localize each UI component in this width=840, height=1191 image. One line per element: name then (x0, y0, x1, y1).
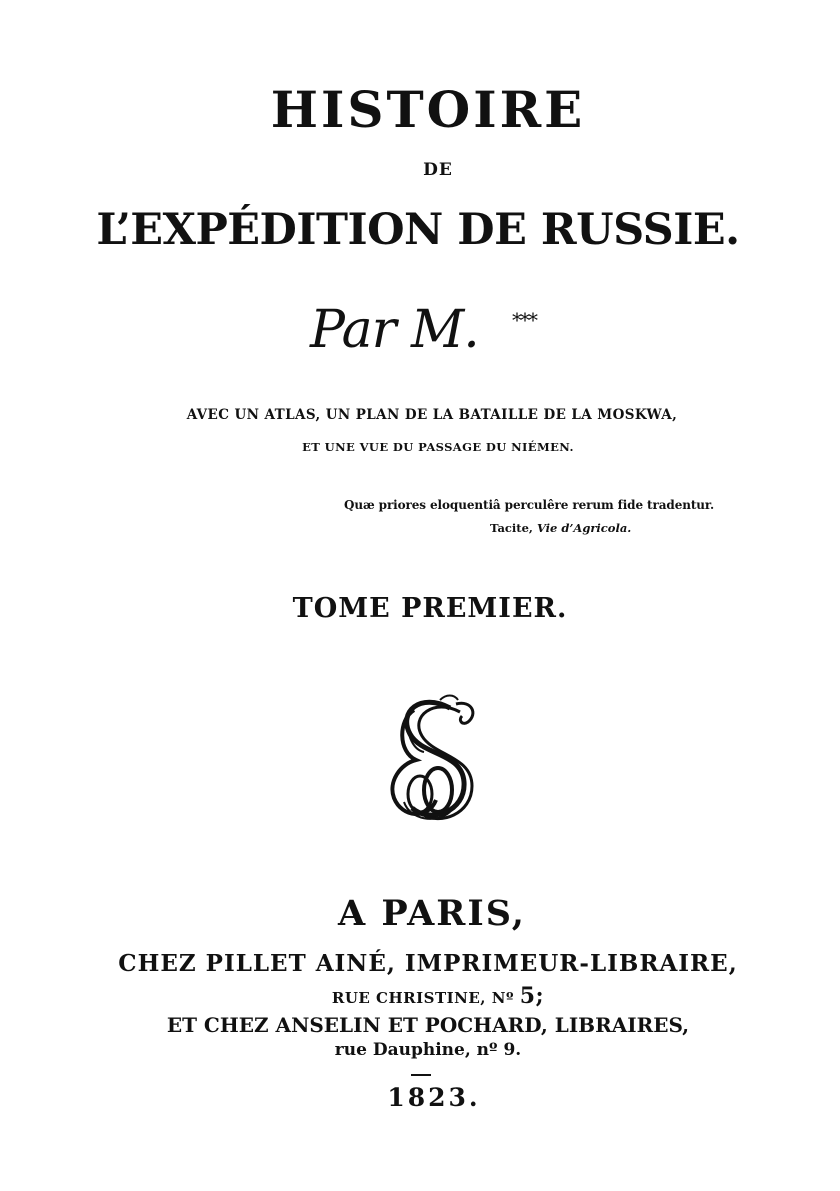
publication-year: 1823. (387, 1083, 481, 1112)
imprint-city: A PARIS, (338, 893, 526, 934)
imprint-publisher-2: ET CHEZ ANSELIN ET POCHARD, LIBRAIRES, (166, 1013, 690, 1037)
imprint-publisher: CHEZ PILLET AINÉ, IMPRIMEUR-LIBRAIRE, (118, 950, 738, 977)
author-stars: *** (512, 308, 536, 332)
imprint-address-1 (18, 983, 840, 1009)
book-title-connector: DE (423, 160, 453, 180)
atlas-note-line-1: AVEC UN ATLAS, UN PLAN DE LA BATAILLE DE LA MOSKWA, (186, 407, 678, 423)
book-title: HISTOIRE (270, 80, 586, 139)
epigraph-work: Vie d’Agricola. (536, 521, 632, 535)
atlas-note-line-2: ET UNE VUE DU PASSAGE DU NIÉMEN. (302, 440, 574, 454)
epigraph-author: Tacite, (490, 521, 533, 535)
divider-rule (411, 1074, 431, 1076)
epigraph-attribution (490, 521, 631, 535)
author-script: Par M. (310, 300, 479, 360)
imprint-address-1-text: RUE CHRISTINE, Nº (331, 989, 514, 1007)
epigraph-quote: Quæ priores eloquentiâ perculêre rerum fide tradentur. (344, 498, 715, 512)
imprint-address-2: rue Dauphine, nº 9. (334, 1040, 522, 1060)
publisher-monogram-icon (380, 690, 490, 830)
volume-label: TOME PREMIER. (292, 593, 568, 624)
author-byline (0, 300, 840, 370)
imprint-address-1-number: 5; (519, 983, 545, 1009)
book-title-subject: L’EXPÉDITION DE RUSSIE. (96, 205, 740, 255)
